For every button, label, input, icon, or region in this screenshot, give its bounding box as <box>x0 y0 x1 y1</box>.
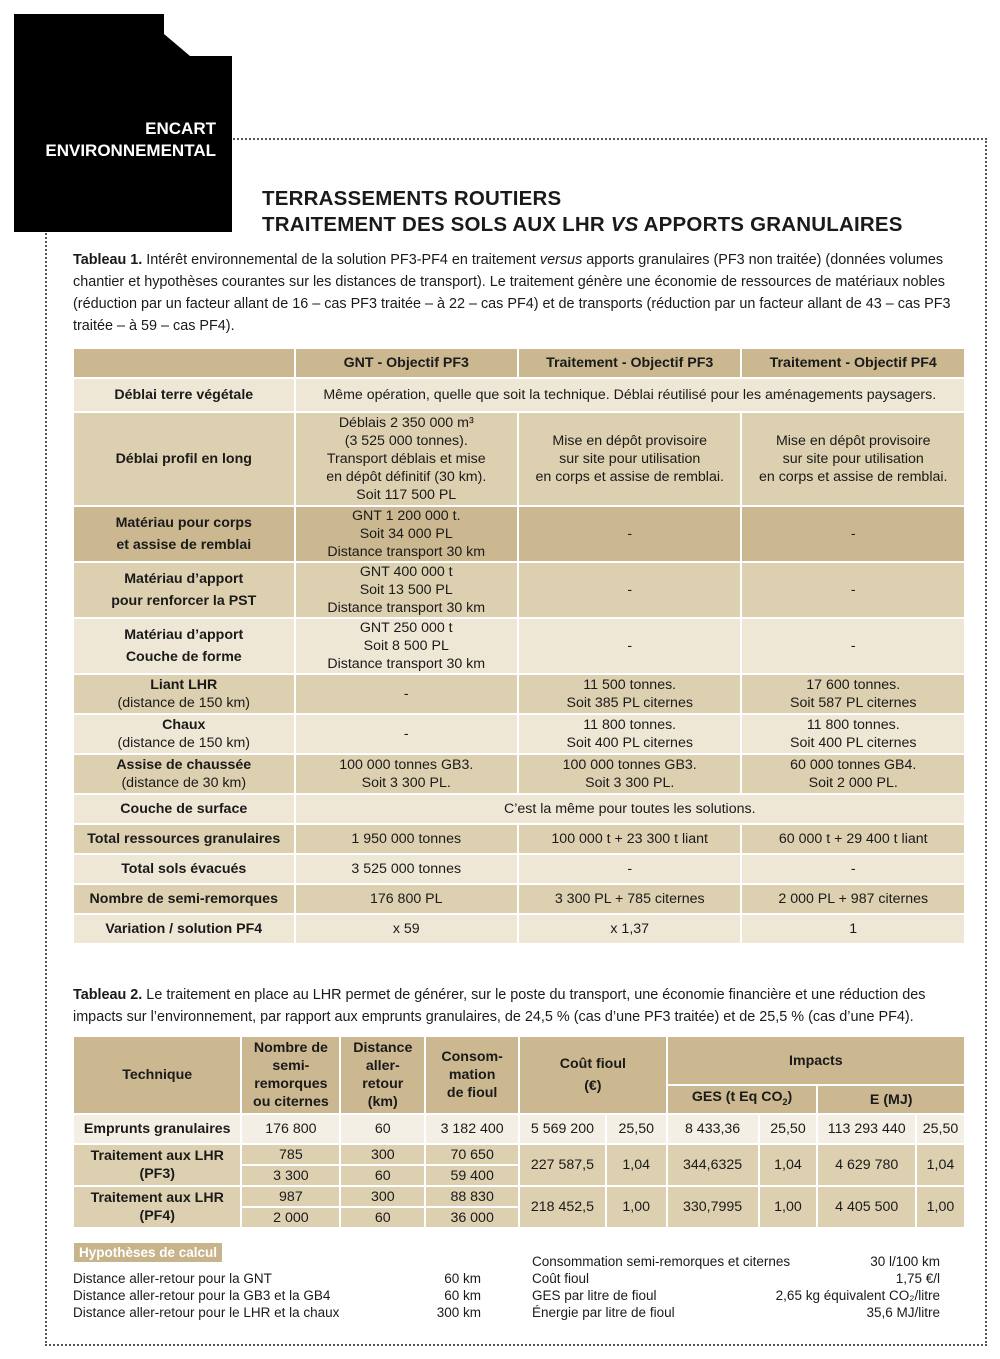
t1-cell: GNT 1 200 000 t. Soit 34 000 PL Distance transport 30 km <box>296 507 517 561</box>
t2-cell: 987 <box>242 1187 339 1206</box>
t1-cell: 17 600 tonnes. Soit 587 PL citernes <box>742 675 964 713</box>
t2-header-conso: Consom- mation de fioul <box>426 1037 518 1113</box>
t2-cell: 25,50 <box>760 1115 817 1143</box>
list-item: Coût fioul 1,75 €/l <box>532 1271 940 1286</box>
t2-cell: 8 433,36 <box>668 1115 758 1143</box>
t2-cell: 88 830 <box>426 1187 518 1206</box>
t1-header-1: GNT - Objectif PF3 <box>296 349 517 377</box>
page-title: TERRASSEMENTS ROUTIERS TRAITEMENT DES SOLS AUX LHR VS APPORTS GRANULAIRES <box>262 187 903 236</box>
t1-cell: 2 000 PL + 987 citernes <box>742 885 964 913</box>
t2-header-impacts: Impacts <box>668 1037 964 1084</box>
t2-cell: 60 <box>341 1115 424 1143</box>
hypotheses-right <box>532 1253 940 1321</box>
t1-header-2: Traitement - Objectif PF3 <box>519 349 741 377</box>
t2-row-label: Traitement aux LHR (PF4) <box>74 1187 240 1227</box>
t1-cell: Mise en dépôt provisoire sur site pour utilisation en corps et assise de remblai. <box>742 413 964 505</box>
t1-row-label: Assise de chaussée (distance de 30 km) <box>74 755 294 793</box>
t1-cell: 1 950 000 tonnes <box>296 825 517 853</box>
table-row <box>74 885 964 913</box>
t2-cell: 300 <box>341 1187 424 1206</box>
t1-cell: GNT 250 000 t Soit 8 500 PL Distance transport 30 km <box>296 619 517 673</box>
t1-row-label: Déblai profil en long <box>74 413 294 505</box>
t2-header-technique: Technique <box>74 1037 240 1113</box>
t1-cell: - <box>742 507 964 561</box>
t1-cell: - <box>519 619 741 673</box>
t1-cell: 3 525 000 tonnes <box>296 855 517 883</box>
list-item: Distance aller-retour pour la GB3 et la GB4 60 km <box>73 1288 481 1303</box>
table-row <box>74 507 964 561</box>
t1-cell: - <box>296 715 517 753</box>
table-row <box>74 825 964 853</box>
t2-cell: 1,00 <box>760 1187 817 1227</box>
t1-cell: 100 000 tonnes GB3. Soit 3 300 PL. <box>519 755 741 793</box>
t1-cell: 11 800 tonnes. Soit 400 PL citernes <box>519 715 741 753</box>
t1-span-cell: Même opération, quelle que soit la technique. Déblai réutilisé pour les aménagements paysagers. <box>296 379 964 411</box>
t2-cell: 218 452,5 <box>520 1187 605 1227</box>
table2 <box>72 1035 966 1229</box>
t1-cell: - <box>296 675 517 713</box>
t1-cell: Mise en dépôt provisoire sur site pour utilisation en corps et assise de remblai. <box>519 413 741 505</box>
t1-row-label: Couche de surface <box>74 795 294 823</box>
t1-row-label: Total ressources granulaires <box>74 825 294 853</box>
list-item: Énergie par litre de fioul 35,6 MJ/litre <box>532 1305 940 1320</box>
t1-cell: 11 500 tonnes. Soit 385 PL citernes <box>519 675 741 713</box>
t2-cell: 176 800 <box>242 1115 339 1143</box>
t1-row-label: Nombre de semi-remorques <box>74 885 294 913</box>
table-row <box>74 855 964 883</box>
table-row <box>74 379 964 411</box>
table-row <box>74 755 964 793</box>
t2-cell: 59 400 <box>426 1166 518 1185</box>
t2-cell: 2 000 <box>242 1208 339 1227</box>
t2-cell: 300 <box>341 1145 424 1164</box>
t1-cell: - <box>742 855 964 883</box>
t2-cell: 3 182 400 <box>426 1115 518 1143</box>
table-row <box>74 1187 964 1206</box>
t1-row-label: Matériau d’apport pour renforcer la PST <box>74 563 294 617</box>
t1-cell: x 1,37 <box>519 915 741 943</box>
t1-cell: - <box>742 619 964 673</box>
t1-cell: 100 000 t + 23 300 t liant <box>519 825 741 853</box>
t1-cell: 1 <box>742 915 964 943</box>
t1-cell: GNT 400 000 t Soit 13 500 PL Distance transport 30 km <box>296 563 517 617</box>
t2-cell: 1,04 <box>917 1145 964 1185</box>
t2-row-label: Emprunts granulaires <box>74 1115 240 1143</box>
t2-cell: 25,50 <box>917 1115 964 1143</box>
t2-header-ges: GES (t Eq $CO_2$) <box>668 1086 817 1113</box>
t1-cell: x 59 <box>296 915 517 943</box>
t2-header-cout: Coût fioul (€) <box>520 1037 666 1113</box>
t1-cell: 11 800 tonnes. Soit 400 PL citernes <box>742 715 964 753</box>
t1-cell: - <box>742 563 964 617</box>
t2-cell: 1,04 <box>607 1145 666 1185</box>
t2-cell: 5 569 200 <box>520 1115 605 1143</box>
hypotheses-left <box>73 1270 481 1321</box>
table-row <box>74 413 964 505</box>
t1-row-label: Déblai terre végétale <box>74 379 294 411</box>
t2-cell: 1,00 <box>917 1187 964 1227</box>
t2-cell: 113 293 440 <box>818 1115 915 1143</box>
list-item: Distance aller-retour pour le LHR et la chaux 300 km <box>73 1305 481 1320</box>
table-row <box>74 1145 964 1164</box>
t2-cell: 60 <box>341 1166 424 1185</box>
table-row <box>74 715 964 753</box>
table-row <box>74 915 964 943</box>
t2-header-nombre: Nombre de semi- remorques ou citernes <box>242 1037 339 1113</box>
t1-cell: - <box>519 563 741 617</box>
t2-header-e: E (MJ) <box>818 1086 964 1113</box>
t2-cell: 4 405 500 <box>818 1187 915 1227</box>
t2-cell: 1,04 <box>760 1145 817 1185</box>
t2-cell: 4 629 780 <box>818 1145 915 1185</box>
table-row <box>74 795 964 823</box>
t1-cell: 3 300 PL + 785 citernes <box>519 885 741 913</box>
t1-row-label: Matériau pour corps et assise de remblai <box>74 507 294 561</box>
t2-row-label: Traitement aux LHR (PF3) <box>74 1145 240 1185</box>
list-item: Consommation semi-remorques et citernes 30 l/100 km <box>532 1254 940 1269</box>
t2-cell: 344,6325 <box>668 1145 758 1185</box>
list-item: GES par litre de fioul 2,65 kg équivalent CO₂/litre <box>532 1288 940 1303</box>
t1-header-corner <box>74 349 294 377</box>
t2-cell: 25,50 <box>607 1115 666 1143</box>
t1-row-label: Variation / solution PF4 <box>74 915 294 943</box>
t2-cell: 70 650 <box>426 1145 518 1164</box>
table-row <box>74 619 964 673</box>
t2-cell: 227 587,5 <box>520 1145 605 1185</box>
t1-span-cell: C’est la même pour toutes les solutions. <box>296 795 964 823</box>
t1-row-label: Total sols évacués <box>74 855 294 883</box>
t1-header-3: Traitement - Objectif PF4 <box>742 349 964 377</box>
hypotheses-title: Hypothèses de calcul <box>74 1243 222 1262</box>
t2-cell: 36 000 <box>426 1208 518 1227</box>
section-badge-label: ENCART ENVIRONNEMENTAL <box>45 119 216 160</box>
t1-cell: - <box>519 855 741 883</box>
t2-cell: 60 <box>341 1208 424 1227</box>
t2-header-distance: Distance aller- retour (km) <box>341 1037 424 1113</box>
table-row <box>74 1115 964 1143</box>
t1-row-label: Liant LHR (distance de 150 km) <box>74 675 294 713</box>
table1 <box>72 347 966 945</box>
t2-cell: 3 300 <box>242 1166 339 1185</box>
t1-cell: 60 000 t + 29 400 t liant <box>742 825 964 853</box>
table-row <box>74 563 964 617</box>
t1-row-label: Chaux (distance de 150 km) <box>74 715 294 753</box>
t2-cell: 1,00 <box>607 1187 666 1227</box>
table-row <box>74 675 964 713</box>
table2-caption: Tableau 2. Le traitement en place au LHR permet de générer, sur le poste du transport, une économie financière et une réduction des impacts sur l’environnement, par rapport aux emprunts granulaires, de 24,5 % (cas d’une PF3 traitée) et de 25,5 % (cas d’une PF4). <box>73 987 926 1025</box>
t2-cell: 785 <box>242 1145 339 1164</box>
t1-cell: 176 800 PL <box>296 885 517 913</box>
table1-caption: Tableau 1. Intérêt environnemental de la solution PF3-PF4 en traitement versus apports granulaires (PF3 non traitée) (données volumes chantier et hypothèses courantes sur les distances de transport). Le traitement génère une économie de ressources de matériaux nobles (réduction par un facteur allant de 16 – cas PF3 traitée – à 22 – cas PF4) et de transports (réduction par un facteur allant de 43 – cas PF3 traitée – à 59 – cas PF4). <box>73 252 951 334</box>
t1-cell: - <box>519 507 741 561</box>
t2-cell: 330,7995 <box>668 1187 758 1227</box>
t1-cell: 60 000 tonnes GB4. Soit 2 000 PL. <box>742 755 964 793</box>
t1-cell: Déblais 2 350 000 m³ (3 525 000 tonnes). Transport déblais et mise en dépôt définitif (30 km). Soit 117 500 PL <box>296 413 517 505</box>
list-item: Distance aller-retour pour la GNT 60 km <box>73 1271 481 1286</box>
t1-row-label: Matériau d’apport Couche de forme <box>74 619 294 673</box>
t1-cell: 100 000 tonnes GB3. Soit 3 300 PL. <box>296 755 517 793</box>
